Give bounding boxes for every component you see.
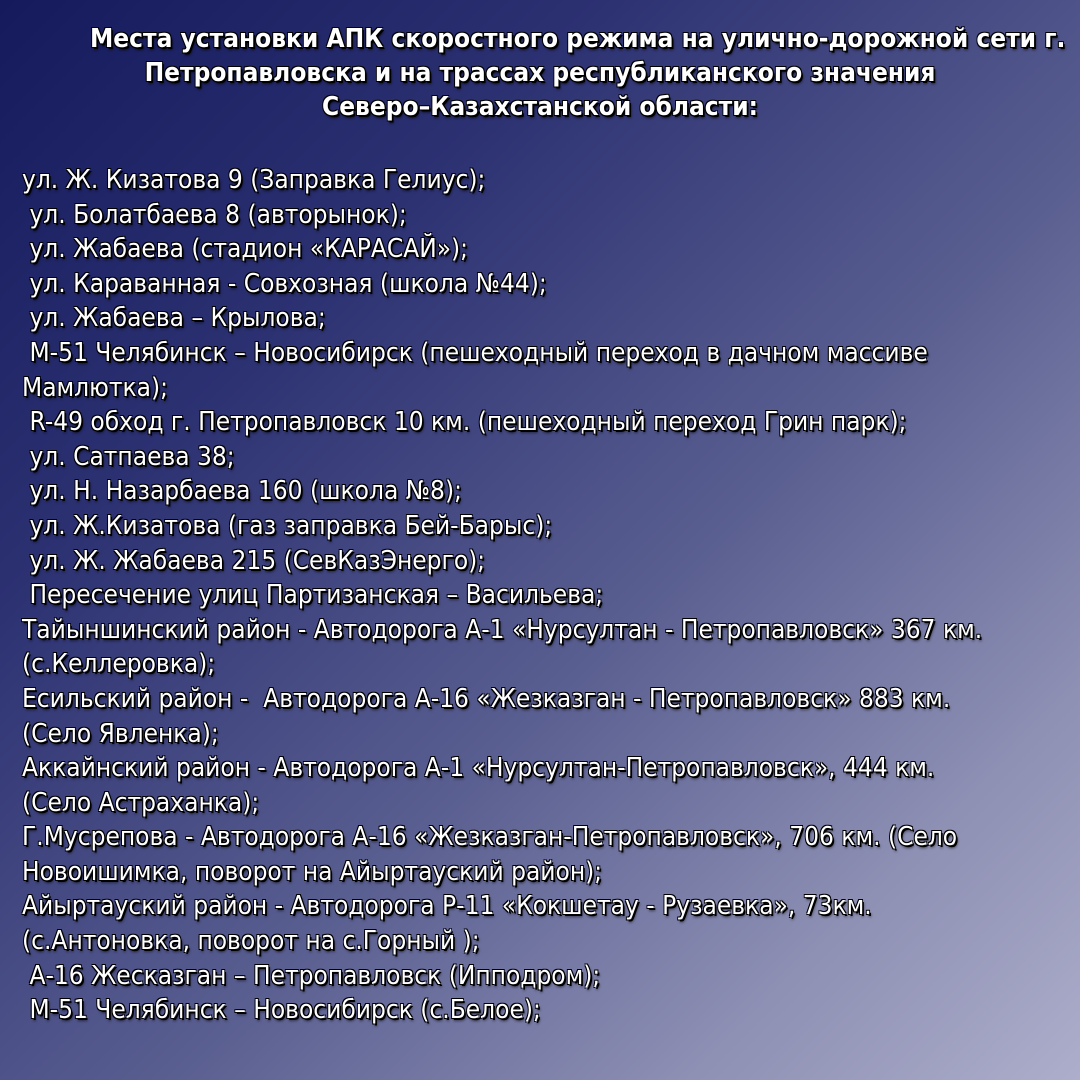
location-line: Айыртауский район - Автодорога Р-11 «Кокшетау - Рузаевка», 73км. [22,891,872,922]
location-line: ул. Н. Назарбаева 160 (школа №8); [22,476,462,507]
location-line: R-49 обход г. Петропавловск 10 км. (пешеходный переход Грин парк); [22,407,907,438]
location-line: Тайыншинский район - Автодорога А-1 «Нурсултан - Петропавловск» 367 км. [22,614,983,645]
location-line: Есильский район - Автодорога А-16 «Жезказган - Петропавловск» 883 км. [22,683,951,714]
location-line: Пересечение улиц Партизанская – Васильева; [22,580,604,611]
location-line: ул. Болатбаева 8 (авторынок); [22,199,407,230]
page-title [90,22,1066,124]
locations-list [22,163,1048,1028]
title-line-2: Петропавловска и на трассах республиканского значения [144,58,936,88]
location-line: ул. Караванная - Совхозная (школа №44); [22,268,547,299]
title-line-1: Места установки АПК скоростного режима на улично-дорожной сети г. [90,24,1066,54]
location-line: (Село Астраханка); [22,787,260,818]
location-line: А-16 Жесказган – Петропавловск (Ипподром); [22,960,601,991]
location-line: ул. Сатпаева 38; [22,441,235,472]
location-line: М-51 Челябинск – Новосибирск (пешеходный переход в дачном массиве [22,337,928,368]
location-line: (с.Келлеровка); [22,649,216,680]
location-line: ул. Ж. Жабаева 215 (СевКазЭнерго); [22,545,486,576]
location-line: ул. Жабаева (стадион «КАРАСАЙ»); [22,234,469,265]
location-line: Новоишимка, поворот на Айыртауский район); [22,856,603,887]
location-line: ул. Ж. Кизатова 9 (Заправка Гелиус); [22,165,486,195]
location-line: Г.Мусрепова - Автодорога А-16 «Жезказган-Петропавловск», 706 км. (Село [22,822,958,853]
location-line: (с.Антоновка, поворот на с.Горный ); [22,926,480,957]
location-line: ул. Жабаева – Крылова; [22,303,326,334]
location-line: (Село Явленка); [22,718,219,749]
location-line: ул. Ж.Кизатова (газ заправка Бей-Барыс); [22,510,553,541]
location-line: Мамлютка); [22,372,168,403]
location-line: М-51 Челябинск – Новосибирск (с.Белое); [22,995,541,1026]
location-line: Аккайнский район - Автодорога А-1 «Нурсултан-Петропавловск», 444 км. [22,753,935,784]
title-line-3: Северо–Казахстанской области: [322,92,758,122]
